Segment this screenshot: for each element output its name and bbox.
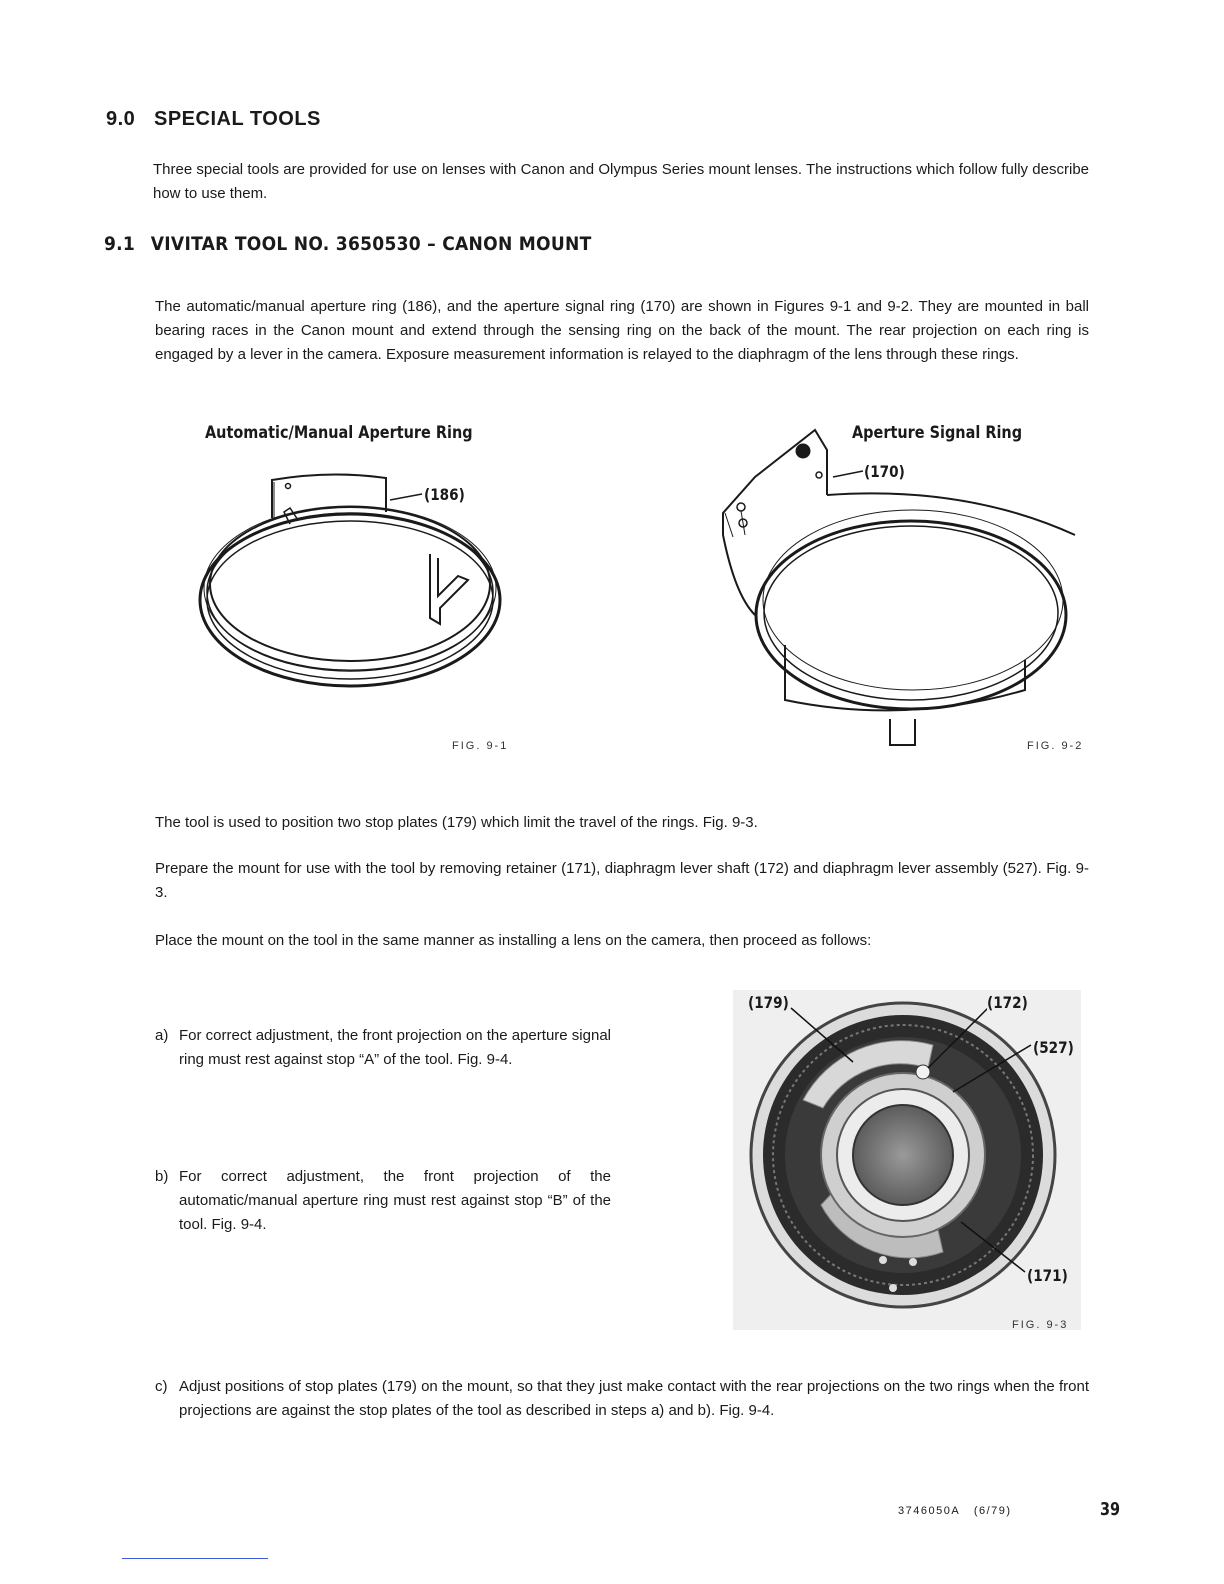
figure-2-title: Aperture Signal Ring (852, 423, 1023, 443)
callout-186: (186) (424, 485, 465, 504)
doc-code: 3746050A (898, 1505, 961, 1517)
step-label: c) (155, 1378, 168, 1395)
callout-172: (172) (987, 993, 1028, 1012)
section-heading-9-0 (106, 108, 321, 131)
step-text: For correct adjustment, the front projection of the automatic/manual aperture ring must rest against stop “B” of the tool. Fig. 9-4. (179, 1168, 611, 1233)
aperture-signal-ring-illustration (715, 425, 1095, 750)
step-text: For correct adjustment, the front projection on the aperture signal ring must rest against stop “A” of the tool. Fig. 9-4. (179, 1027, 611, 1068)
footer-rule (122, 1558, 268, 1559)
figure-1-label: FIG. 9-1 (452, 740, 509, 752)
section-number: 9.1 (104, 233, 136, 255)
section-number: 9.0 (106, 108, 136, 130)
section-title: VIVITAR TOOL NO. 3650530 – CANON MOUNT (150, 233, 592, 255)
tool-use-paragraph: The tool is used to position two stop plates (179) which limit the travel of the rings. Fig. 9-3. (155, 814, 758, 831)
place-paragraph: Place the mount on the tool in the same manner as installing a lens on the camera, then proceed as follows: (155, 932, 872, 949)
step-label: b) (155, 1168, 169, 1185)
doc-date: (6/79) (973, 1505, 1012, 1517)
callout-527: (527) (1033, 1038, 1074, 1057)
step-b (155, 1165, 611, 1237)
prepare-paragraph: Prepare the mount for use with the tool by removing retainer (171), diaphragm lever shaft (172) and diaphragm lever assembly (527). Fig. 9-3. (155, 860, 1089, 901)
section-heading-9-1 (104, 233, 592, 255)
step-a (155, 1024, 611, 1072)
figure-1-title: Automatic/Manual Aperture Ring (205, 423, 473, 443)
aperture-ring-illustration (190, 460, 520, 700)
section-title: SPECIAL TOOLS (154, 108, 321, 130)
footer-doc-code (898, 1505, 1012, 1517)
callout-170: (170) (864, 462, 905, 481)
section-9-1-intro: The automatic/manual aperture ring (186), and the aperture signal ring (170) are shown in Figures 9-1 and 9-2. They are mounted in ball bearing races in the Canon mount and extend through the sensing ring on the back of the mount. The rear projection on each ring is engaged by a lever in the camera. Exposure measurement information is relayed to the diaphragm of the lens through these rings. (155, 298, 1089, 363)
step-text: Adjust positions of stop plates (179) on the mount, so that they just make contact with the rear projections on the two rings when the front projections are against the stop plates of the tool as described in steps a) and b). Fig. 9-4. (179, 1378, 1089, 1419)
step-c (155, 1375, 1089, 1423)
page-number: 39 (1100, 1499, 1121, 1520)
step-label: a) (155, 1027, 169, 1044)
callout-171: (171) (1027, 1266, 1068, 1285)
figure-3-label: FIG. 9-3 (1012, 1319, 1069, 1331)
figure-2-label: FIG. 9-2 (1027, 740, 1084, 752)
section-9-0-body: Three special tools are provided for use on lenses with Canon and Olympus Series mount lenses. The instructions which follow fully describe how to use them. (153, 161, 1089, 202)
callout-179: (179) (748, 993, 789, 1012)
